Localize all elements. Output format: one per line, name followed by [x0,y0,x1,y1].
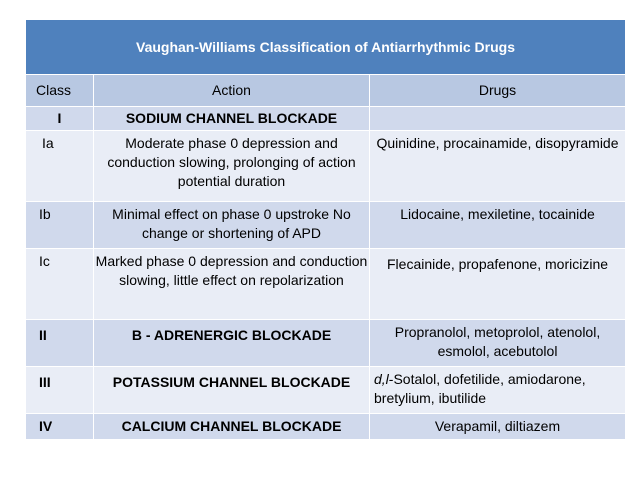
table-row [26,320,626,367]
drugs-cell: Quinidine, procainamide, disopyramide [370,131,626,202]
drugs-cell: Propranolol, metoprolol, atenolol, esmolol, acebutolol [370,320,626,367]
drugs-cell [370,107,626,131]
class-cell: III [26,367,94,414]
drugs-cell: Flecainide, propafenone, moricizine [370,249,626,320]
drugs-cell: Lidocaine, mexiletine, tocainide [370,202,626,249]
class-cell: IV [26,414,94,440]
table-row [26,414,626,440]
header-drugs: Drugs [370,75,626,107]
action-cell: Minimal effect on phase 0 upstroke No change or shortening of APD [94,202,370,249]
header-row [26,75,626,107]
action-cell: Marked phase 0 depression and conduction slowing, little effect on repolarization [94,249,370,320]
table-row [26,367,626,414]
class-cell: Ib [26,202,94,249]
header-action: Action [94,75,370,107]
class-cell: I [26,107,94,131]
table-row [26,107,626,131]
table-row [26,131,626,202]
table-row [26,202,626,249]
table-row [26,249,626,320]
class-cell: II [26,320,94,367]
drugs-cell: Verapamil, diltiazem [370,414,626,440]
classification-table [25,19,626,440]
table-title: Vaughan-Williams Classification of Antiarrhythmic Drugs [26,20,626,75]
action-cell: B - ADRENERGIC BLOCKADE [94,320,370,367]
header-class: Class [26,75,94,107]
action-cell: Moderate phase 0 depression and conduction slowing, prolonging of action potential duration [94,131,370,202]
class-cell: Ic [26,249,94,320]
drugs-cell [370,367,626,414]
action-cell: CALCIUM CHANNEL BLOCKADE [94,414,370,440]
class-cell: Ia [26,131,94,202]
drugs-prefix: d,l [374,371,389,387]
action-cell: SODIUM CHANNEL BLOCKADE [94,107,370,131]
action-cell: POTASSIUM CHANNEL BLOCKADE [94,367,370,414]
drugs-rest: -Sotalol, dofetilide, amiodarone, bretylium, ibutilide [374,371,586,406]
title-row [26,20,626,75]
